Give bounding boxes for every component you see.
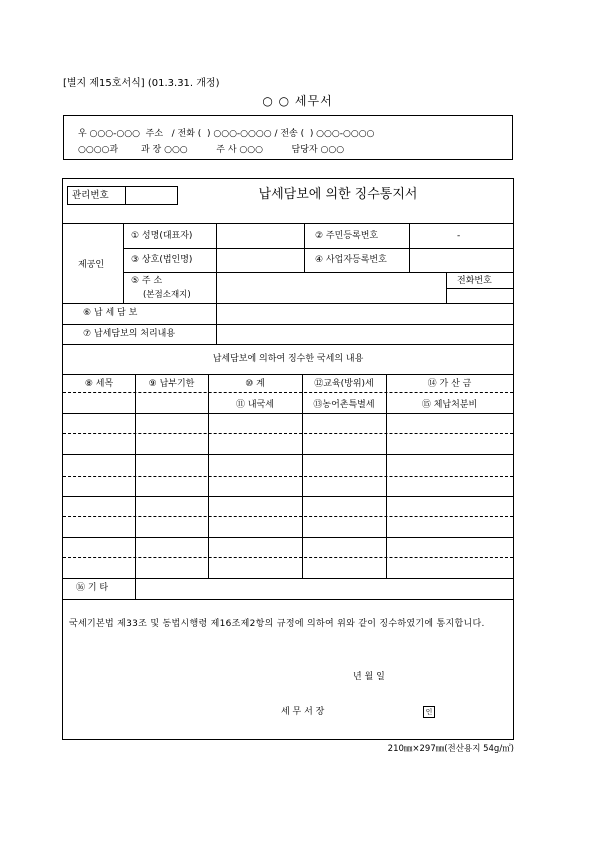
collateral-label: ⑥ 납 세 담 보 <box>83 308 138 318</box>
date-line: 년 월 일 <box>353 672 385 682</box>
col-rural-tax: ⑬농어촌특별세 <box>313 400 375 410</box>
provider-label: 제공인 <box>78 260 105 270</box>
col-total: ⑩ 계 <box>245 379 265 389</box>
form-reference: [별지 제15호서식] (01.3.31. 개정) <box>63 78 220 89</box>
trade-name-label: ③ 상호(법인명) <box>131 255 193 265</box>
office-title: ○ ○ 세무서 <box>262 94 333 108</box>
address-sublabel: (본점소재지) <box>143 290 191 300</box>
paper-spec: 210㎜×297㎜(전산용지 54g/㎡) <box>387 744 514 754</box>
address-line-1: 우 ○○○-○○○ 주소 / 전화 ( ) ○○○-○○○○ / 전송 ( ) ○○○-○○○○ <box>78 129 375 139</box>
col-due-date: ⑨ 납부기한 <box>148 379 195 389</box>
col-penalty: ⑭ 가 산 금 <box>427 379 472 389</box>
signer-title: 세 무 서 장 <box>281 707 325 717</box>
name-label: ① 성명(대표자) <box>131 231 193 241</box>
address-line-2: ○○○○과 과 장 ○○○ 주 사 ○○○ 담당자 ○○○ <box>78 145 345 155</box>
management-number-box <box>67 186 178 205</box>
management-number-label: 관리번호 <box>72 190 109 201</box>
rrn-value: - <box>457 231 461 241</box>
phone-label: 전화번호 <box>457 276 492 286</box>
business-reg-label: ④ 사업자등록번호 <box>315 255 387 265</box>
col-tax-item: ⑧ 세목 <box>84 379 114 389</box>
notice-text: 국세기본법 제33조 및 동법시행령 제16조제2항의 규정에 의하여 위와 같이 징수하였기에 통지합니다. <box>69 619 485 629</box>
collateral-processing-label: ⑦ 납세담보의 처리내용 <box>83 329 176 339</box>
other-label: ⑯ 기 타 <box>76 583 109 593</box>
document-title: 납세담보에 의한 징수통지서 <box>258 187 418 202</box>
notice-form <box>62 178 514 740</box>
col-disposition-cost: ⑮ 체납처분비 <box>421 400 478 410</box>
section-title: 납세담보에 의하여 징수한 국세의 내용 <box>212 354 364 364</box>
address-box <box>63 115 513 160</box>
col-education-tax: ⑫교육(방위)세 <box>314 379 374 389</box>
rrn-label: ② 주민등록번호 <box>315 231 379 241</box>
seal-mark: 인 <box>423 706 435 718</box>
address-label: ⑤ 주 소 <box>131 276 163 286</box>
col-national-tax: ⑪ 내국세 <box>236 400 274 410</box>
